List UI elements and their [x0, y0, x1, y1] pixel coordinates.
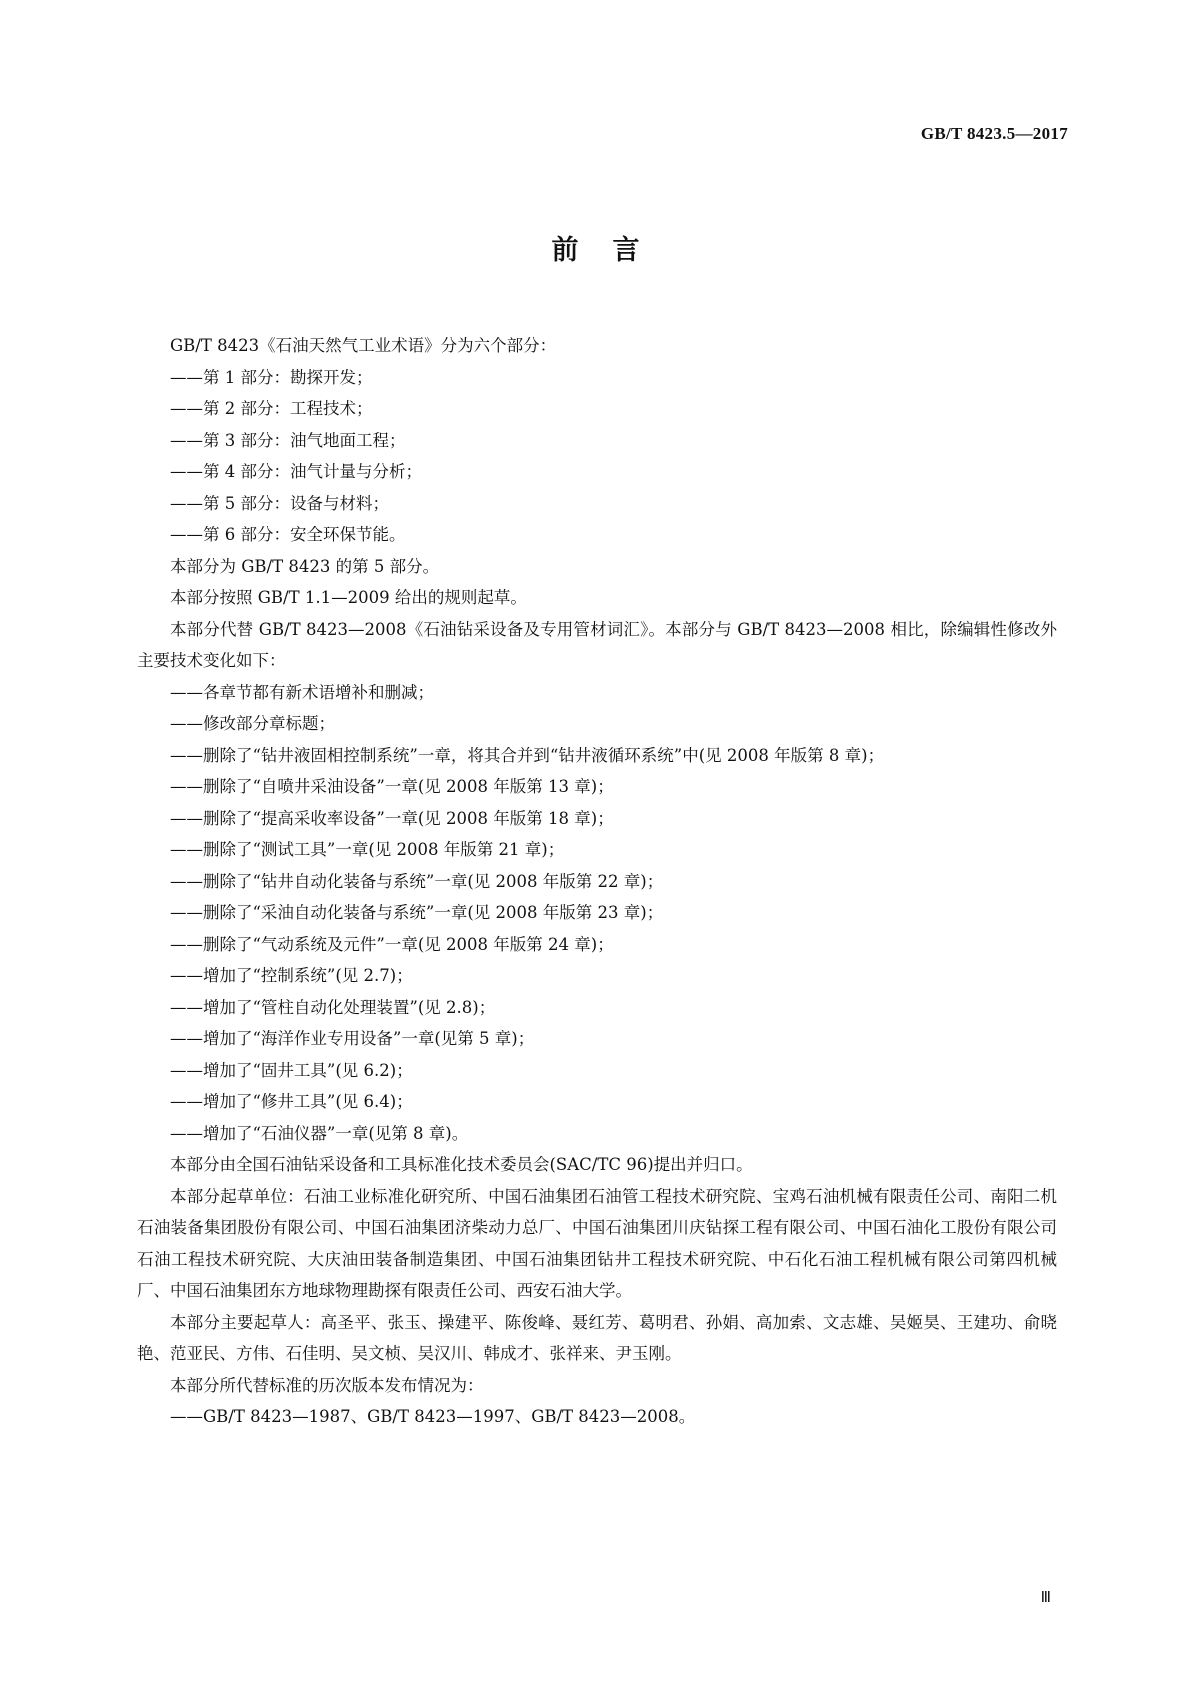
paragraph: GB/T 8423《石油天然气工业术语》分为六个部分：	[170, 336, 557, 355]
standard-number: GB/T 8423.5—2017	[920, 124, 1068, 143]
list-item: ——增加了“石油仪器”一章(见第 8 章)。	[170, 1123, 469, 1143]
list-item: ——第 4 部分：油气计量与分析；	[170, 462, 422, 481]
list-item: ——删除了“采油自动化装备与系统”一章(见 2008 年版第 23 章)；	[170, 903, 664, 922]
list-item: ——增加了“海洋作业专用设备”一章(见第 5 章)；	[170, 1029, 535, 1048]
list-item: ——各章节都有新术语增补和删减；	[170, 682, 434, 702]
list-item: ——第 5 部分：设备与材料；	[170, 493, 389, 513]
paragraph: 本部分为 GB/T 8423 的第 5 部分。	[170, 556, 440, 576]
page-title: 前言	[551, 235, 674, 266]
paragraph: 本部分起草单位：石油工业标准化研究所、中国石油集团石油管工程技术研究院、宝鸡石油机械有限责任公司、南阳二机石油装备集团股份有限公司、中国石油集团济柴动力总厂、中国石油集团川庆钻探工程有限公司、中国石油化工股份有限公司石油工程技术研究院、大庆油田装备制造集团、中国石油集团钻井工程技术研究院、中石化石油工程机械有限公司第四机械厂、中国石油集团东方地球物理勘探有限责任公司、西安石油大学。	[137, 1186, 1057, 1300]
list-item: ——删除了“钻井液固相控制系统”一章，将其合并到“钻井液循环系统”中(见 2008 年版第 8 章)；	[170, 745, 885, 765]
paragraph: 本部分由全国石油钻采设备和工具标准化技术委员会(SAC/TC 96)提出并归口。	[170, 1155, 753, 1174]
paragraph: 本部分主要起草人：高圣平、张玉、操建平、陈俊峰、聂红芳、葛明君、孙娟、高加索、文志雄、吴姬昊、王建功、俞晓艳、范亚民、方伟、石佳明、吴文桢、吴汉川、韩成才、张祥来、尹玉刚。	[137, 1312, 1057, 1363]
list-item: ——删除了“自喷井采油设备”一章(见 2008 年版第 13 章)；	[170, 777, 614, 796]
list-item: ——第 6 部分：安全环保节能。	[170, 525, 406, 544]
list-item: ——删除了“提高采收率设备”一章(见 2008 年版第 18 章)；	[170, 808, 614, 828]
paragraph: 本部分所代替标准的历次版本发布情况为：	[170, 1375, 484, 1395]
page-number: Ⅲ	[1040, 1590, 1051, 1606]
paragraph: 本部分按照 GB/T 1.1—2009 给出的规则起草。	[170, 588, 527, 607]
list-item: ——第 1 部分：勘探开发；	[170, 367, 373, 387]
list-item: ——第 2 部分：工程技术；	[170, 399, 373, 418]
list-item: ——修改部分章标题；	[170, 714, 335, 733]
list-item: ——删除了“钻井自动化装备与系统”一章(见 2008 年版第 22 章)；	[170, 871, 664, 891]
paragraph: 本部分代替 GB/T 8423—2008《石油钻采设备及专用管材词汇》。本部分与 GB/T 8423—2008 相比，除编辑性修改外主要技术变化如下：	[137, 619, 1057, 670]
foreword-body	[137, 330, 1057, 1433]
list-item: ——第 3 部分：油气地面工程；	[170, 430, 406, 450]
list-item: ——增加了“固井工具”(见 6.2)；	[170, 1060, 413, 1080]
list-item: ——删除了“测试工具”一章(见 2008 年版第 21 章)；	[170, 840, 565, 859]
list-item: ——增加了“控制系统”(见 2.7)；	[170, 966, 413, 985]
list-item: ——删除了“气动系统及元件”一章(见 2008 年版第 24 章)；	[170, 934, 614, 954]
list-item: ——GB/T 8423—1987、GB/T 8423—1997、GB/T 8423—2008。	[170, 1407, 696, 1426]
list-item: ——增加了“管柱自动化处理装置”(见 2.8)；	[170, 997, 496, 1017]
list-item: ——增加了“修井工具”(见 6.4)；	[170, 1092, 413, 1111]
